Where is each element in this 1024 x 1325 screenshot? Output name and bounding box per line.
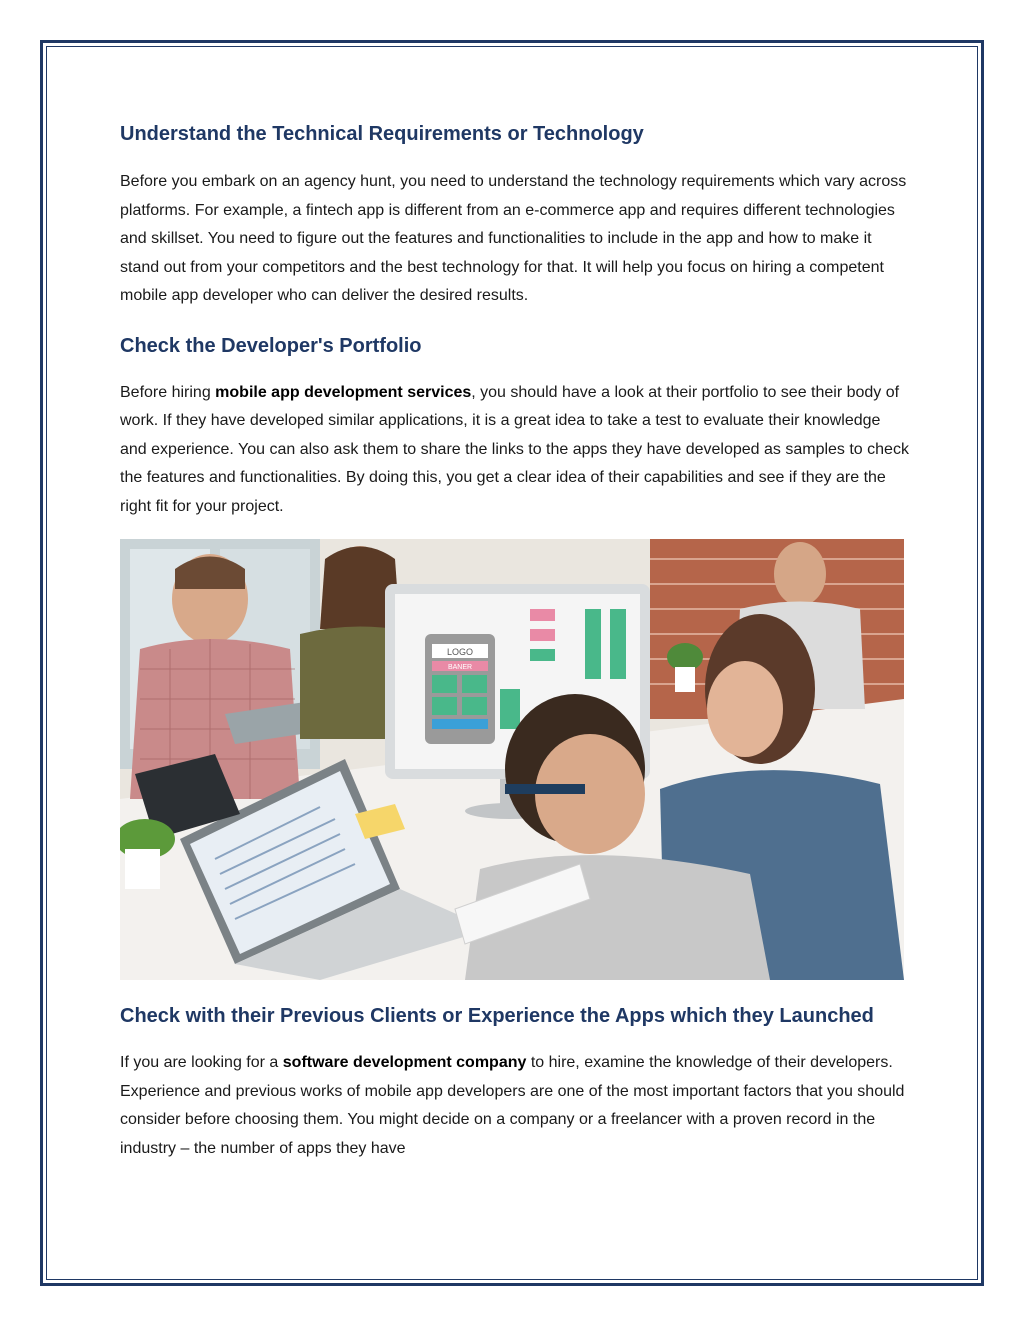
paragraph-previous-clients-text-end: to hire, examine the knowledge of their developers. Experience and previous works of mobile app developers are one of the most important factors that you should consider before choosing them. You might decide on a company or a freelancer with a proven record in the industry – the number of apps they have <box>120 1054 905 1157</box>
paragraph-previous-clients-text-start: If you are looking for a <box>120 1054 283 1071</box>
paragraph-portfolio <box>120 379 910 522</box>
paragraph-previous-clients-bold: software development company <box>282 1054 527 1071</box>
document-content <box>120 118 910 1163</box>
section-heading-previous-clients: Check with their Previous Clients or Experience the Apps which they Launched <box>120 1005 874 1027</box>
screen-banner-label: BANER <box>447 664 473 671</box>
section-heading-portfolio: Check the Developer's Portfolio <box>120 334 422 357</box>
paragraph-previous-clients <box>120 1049 910 1163</box>
team-working-photo <box>120 539 904 980</box>
section-heading-technical-requirements: Understand the Technical Requirements or Technology <box>120 123 644 145</box>
paragraph-portfolio-text-end: , you should have a look at their portfolio to see their body of work. If they have developed similar applications, it is a great idea to take a test to evaluate their knowledge and experience. You can also ask them to share the links to the apps they have developed as samples to check the features and functionalities. By doing this, you get a clear idea of their capabilities and see if they are the right fit for your project. <box>120 383 909 515</box>
paragraph-portfolio-text-start: Before hiring <box>120 383 216 401</box>
screen-logo-label: LOGO <box>446 647 474 657</box>
paragraph-technical-requirements: Before you embark on an agency hunt, you need to understand the technology requirements which vary across platforms. For example, a fintech app is different from an e-commerce app and requires different technologies and skillset. You need to figure out the features and functionalities to include in the app and how to make it stand out from your competitors and the best technology for that. It will help you focus on hiring a competent mobile app developer who can deliver the desired results. <box>120 173 907 304</box>
paragraph-portfolio-bold: mobile app development services <box>215 383 472 401</box>
